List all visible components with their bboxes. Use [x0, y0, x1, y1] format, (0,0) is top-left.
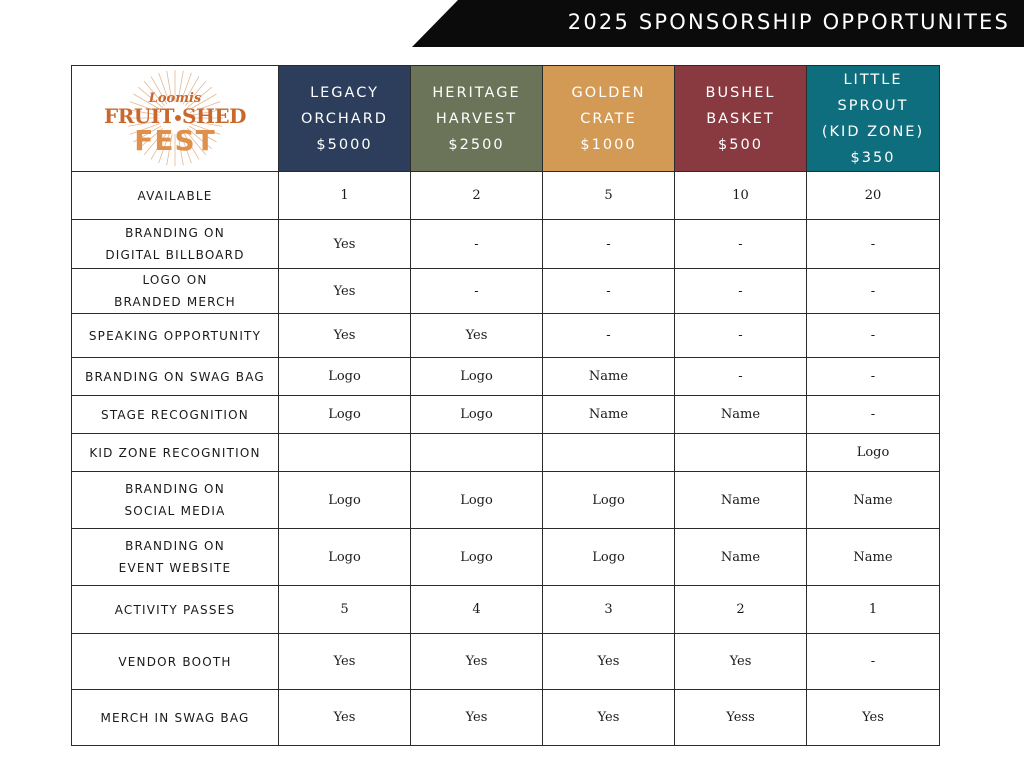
benefit-cell: -: [807, 269, 940, 314]
benefit-cell: 5: [279, 586, 411, 634]
benefit-cell: -: [675, 358, 807, 396]
benefit-cell: 2: [675, 586, 807, 634]
row-label-line: BRANDING ON: [125, 226, 225, 240]
tier-header: [279, 66, 411, 172]
benefit-cell: -: [675, 314, 807, 358]
tier-header: [411, 66, 543, 172]
benefit-cell: Yes: [675, 634, 807, 690]
row-label-line: BRANDING ON SWAG BAG: [85, 369, 265, 384]
row-label: [72, 472, 279, 529]
benefit-cell: Yes: [807, 690, 940, 746]
tier-header-line: $500: [718, 136, 763, 153]
benefit-cell: -: [543, 269, 675, 314]
row-label-line: EVENT WEBSITE: [118, 561, 232, 575]
benefit-cell: Yes: [411, 634, 543, 690]
benefit-cell: Name: [675, 396, 807, 434]
row-label-line: BRANDED MERCH: [114, 295, 236, 309]
benefit-cell: -: [807, 358, 940, 396]
table-row: [72, 634, 940, 690]
benefit-cell: Yes: [543, 634, 675, 690]
benefit-cell: [279, 434, 411, 472]
tier-header-line: HERITAGE: [432, 84, 521, 101]
tier-header-line: SPROUT: [837, 97, 909, 114]
row-label-line: MERCH IN SWAG BAG: [100, 710, 250, 725]
benefit-cell: [675, 434, 807, 472]
page-title: 2025 SPONSORSHIP OPPORTUNITES: [567, 10, 1010, 34]
tier-header-line: LEGACY: [310, 84, 379, 101]
row-label-line: BRANDING ON: [125, 482, 225, 496]
table-body: [72, 172, 940, 746]
benefit-cell: -: [675, 220, 807, 269]
benefit-cell: [543, 434, 675, 472]
benefit-cell: Yes: [279, 634, 411, 690]
benefit-cell: Logo: [543, 529, 675, 586]
tier-header-line: ORCHARD: [301, 110, 388, 127]
benefit-cell: Logo: [411, 529, 543, 586]
row-label-line: STAGE RECOGNITION: [101, 407, 249, 422]
benefit-cell: -: [675, 269, 807, 314]
benefit-cell: Logo: [279, 358, 411, 396]
benefit-cell: 4: [411, 586, 543, 634]
row-label: [72, 634, 279, 690]
benefit-cell: 10: [675, 172, 807, 220]
row-label: [72, 690, 279, 746]
benefit-cell: 1: [807, 586, 940, 634]
row-label: [72, 529, 279, 586]
benefit-cell: Logo: [411, 358, 543, 396]
event-logo: Loomis FRUIT SHED FEST: [72, 66, 279, 172]
tier-header-line: GOLDEN: [571, 84, 646, 101]
tier-header: [675, 66, 807, 172]
row-label: [72, 269, 279, 314]
benefit-cell: 5: [543, 172, 675, 220]
tier-header-line: BASKET: [706, 110, 775, 127]
benefit-cell: -: [543, 220, 675, 269]
tier-header-line: HARVEST: [435, 110, 518, 127]
benefit-cell: Yes: [411, 314, 543, 358]
benefit-cell: Yes: [543, 690, 675, 746]
table-row: [72, 269, 940, 314]
row-label-line: DIGITAL BILLBOARD: [105, 248, 245, 262]
benefit-cell: -: [411, 220, 543, 269]
tier-header-line: $5000: [316, 136, 373, 153]
benefit-cell: 1: [279, 172, 411, 220]
benefit-cell: Name: [675, 529, 807, 586]
benefit-cell: Name: [543, 396, 675, 434]
row-label-line: BRANDING ON: [125, 539, 225, 553]
tier-header-line: $350: [850, 149, 896, 166]
row-label: [72, 358, 279, 396]
row-label-line: SOCIAL MEDIA: [124, 504, 226, 518]
row-label: [72, 220, 279, 269]
table-row: [72, 690, 940, 746]
benefit-cell: Name: [807, 529, 940, 586]
row-label-line: ACTIVITY PASSES: [114, 602, 236, 617]
table-row: [72, 358, 940, 396]
table-row: [72, 172, 940, 220]
table-row: [72, 314, 940, 358]
tier-header: [807, 66, 940, 172]
benefit-cell: -: [807, 634, 940, 690]
benefit-cell: 3: [543, 586, 675, 634]
benefit-cell: Yes: [279, 269, 411, 314]
benefit-cell: Yess: [675, 690, 807, 746]
table-row: [72, 434, 940, 472]
benefit-cell: Logo: [411, 472, 543, 529]
table-row: [72, 396, 940, 434]
row-label: [72, 172, 279, 220]
benefit-cell: [411, 434, 543, 472]
tier-header-line: CRATE: [580, 110, 637, 127]
benefit-cell: -: [807, 314, 940, 358]
tier-header-line: (KID ZONE): [821, 123, 925, 140]
row-label-line: VENDOR BOOTH: [118, 654, 232, 669]
row-label-line: KID ZONE RECOGNITION: [89, 445, 261, 460]
row-label-line: AVAILABLE: [137, 188, 213, 203]
table-row: [72, 529, 940, 586]
benefit-cell: Yes: [279, 314, 411, 358]
benefit-cell: Yes: [411, 690, 543, 746]
row-label-line: SPEAKING OPPORTUNITY: [88, 328, 262, 343]
dot-icon: [175, 115, 181, 121]
row-label: [72, 314, 279, 358]
benefit-cell: Logo: [279, 472, 411, 529]
row-label-line: LOGO ON: [142, 273, 208, 287]
tier-header: [543, 66, 675, 172]
benefit-cell: Logo: [411, 396, 543, 434]
sponsorship-table: [71, 65, 940, 746]
benefit-cell: Name: [543, 358, 675, 396]
table-row: [72, 220, 940, 269]
benefit-cell: 20: [807, 172, 940, 220]
benefit-cell: Name: [675, 472, 807, 529]
benefit-cell: Logo: [543, 472, 675, 529]
benefit-cell: -: [807, 220, 940, 269]
row-label: [72, 586, 279, 634]
table-row: [72, 586, 940, 634]
benefit-cell: -: [543, 314, 675, 358]
tier-header-line: $2500: [448, 136, 505, 153]
tier-header-row: [72, 66, 940, 172]
row-label: [72, 396, 279, 434]
tier-header-line: BUSHEL: [705, 84, 776, 101]
benefit-cell: -: [411, 269, 543, 314]
row-label: [72, 434, 279, 472]
benefit-cell: Logo: [279, 529, 411, 586]
benefit-cell: 2: [411, 172, 543, 220]
benefit-cell: -: [807, 396, 940, 434]
benefit-cell: Yes: [279, 220, 411, 269]
benefit-cell: Logo: [279, 396, 411, 434]
tier-header-line: LITTLE: [843, 71, 903, 88]
benefit-cell: Yes: [279, 690, 411, 746]
benefit-cell: Name: [807, 472, 940, 529]
tier-header-line: $1000: [580, 136, 637, 153]
benefit-cell: Logo: [807, 434, 940, 472]
table-row: [72, 472, 940, 529]
